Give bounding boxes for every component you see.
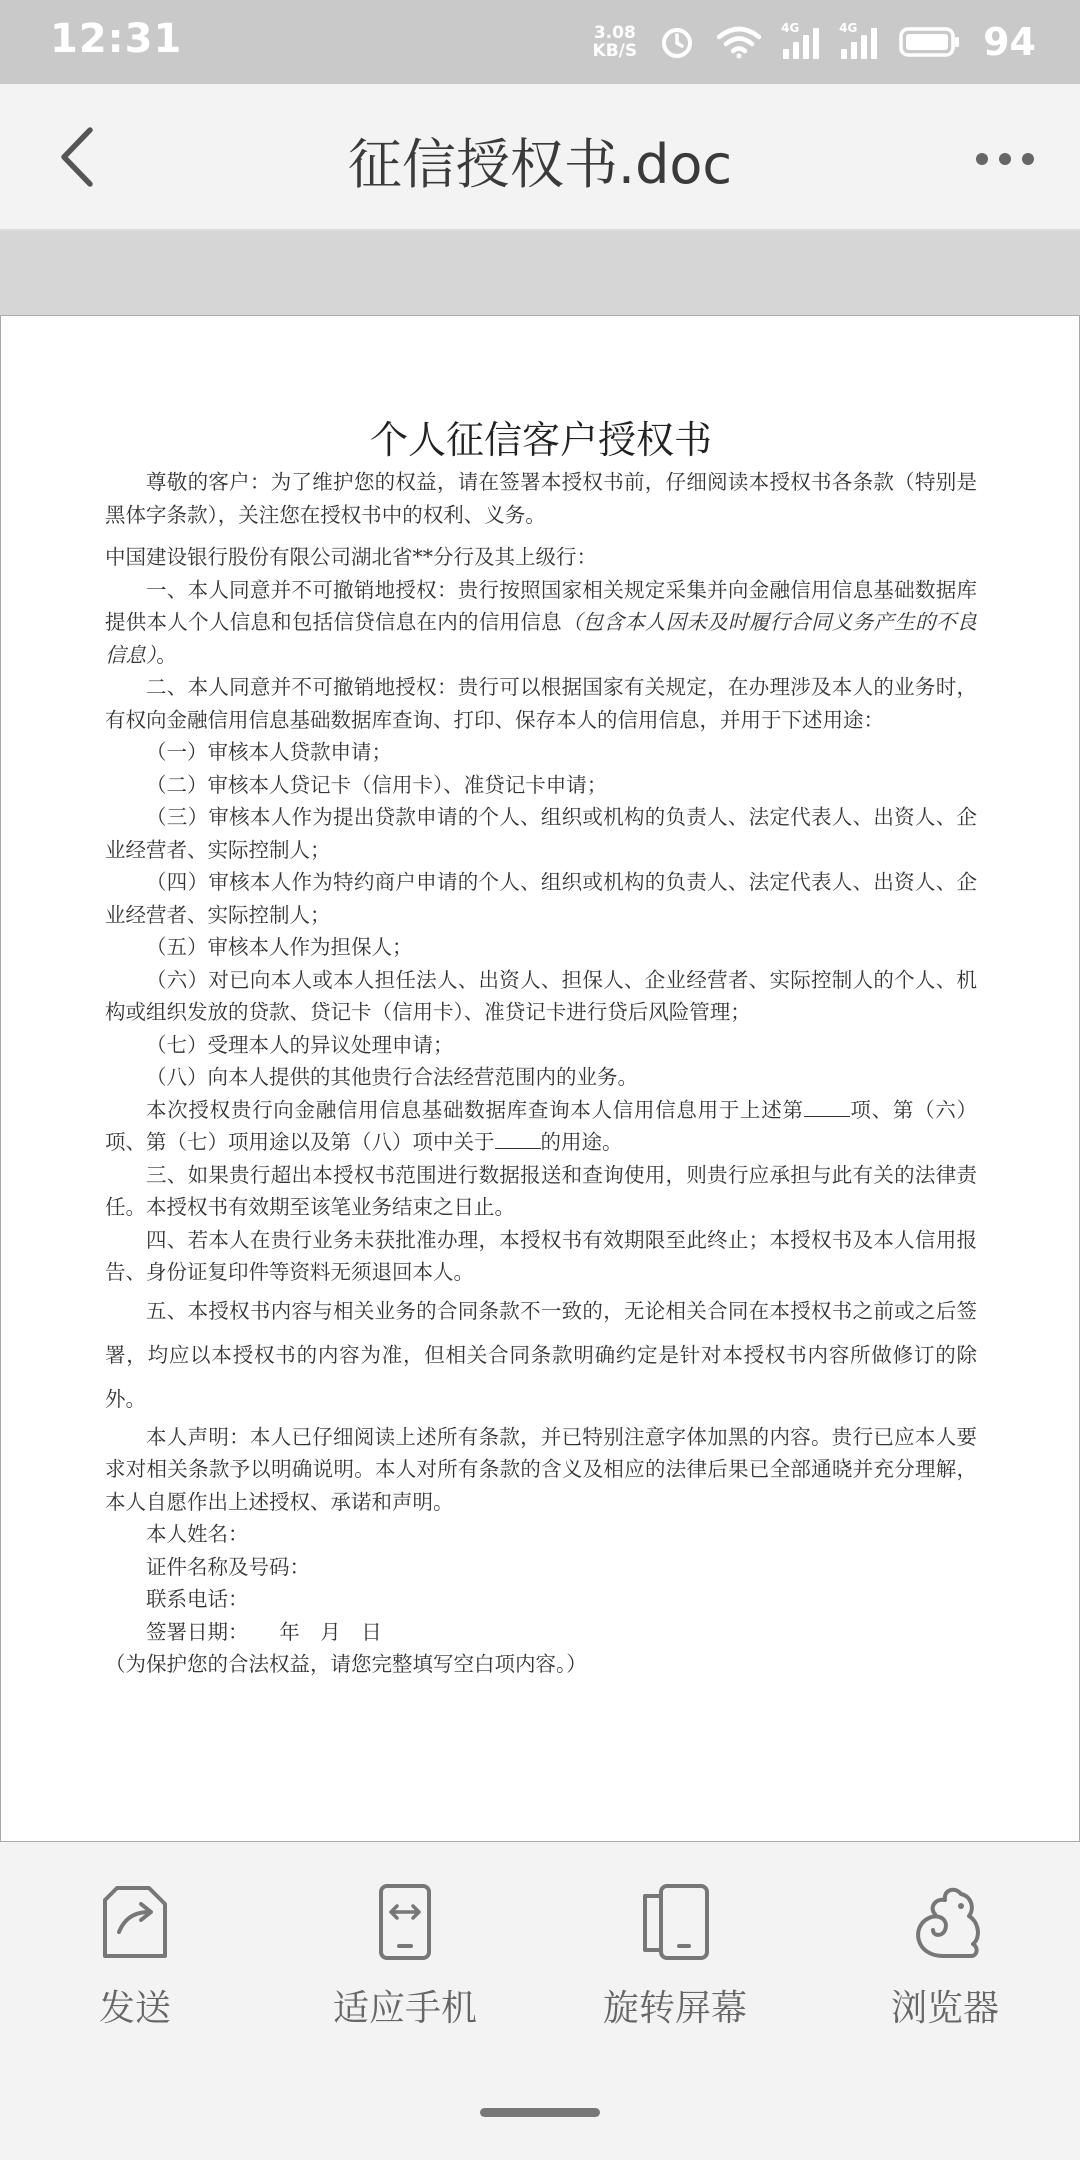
navigation-bar: [0, 2064, 1080, 2160]
bottom-toolbar: [0, 1842, 1080, 2064]
field-date: 签署日期： 年 月 日: [146, 1619, 382, 1644]
clause-3: 三、如果贵行超出本授权书范围进行数据报送和查询使用，则贵行应承担与此有关的法律责任。本授权书有效期至该笔业务结束之日止。: [105, 1162, 977, 1219]
network-speed: 3.08 KB/S: [592, 23, 638, 61]
document-page[interactable]: [0, 315, 1080, 1842]
rotate-screen-icon: [637, 1882, 713, 1962]
addressee: 中国建设银行股份有限公司湖北省**分行及其上级行：: [105, 545, 597, 569]
status-bar: [0, 0, 1080, 84]
use-item: （六）对已向本人或本人担任法人、出资人、担保人、企业经营者、实际控制人的个人、机构或组织发放的贷款、贷记卡（信用卡）、准贷记卡进行贷后风险管理；: [105, 967, 977, 1024]
greeting-paragraph: 尊敬的客户：为了维护您的权益，请在签署本授权书前，仔细阅读本授权书各条款（特别是黑体字条款），关注您在授权书中的权利、义务。: [105, 470, 977, 527]
fit-phone-button[interactable]: 适应手机: [285, 1882, 525, 2031]
signal-icon: 4G: [783, 25, 819, 59]
clause-1: 一、本人同意并不可撤销地授权：贵行按照国家相关规定采集并向金融信用信息基础数据库提供本人个人信息和包括信贷信息在内的信用信息（包含本人因未及时履行合同义务产生的不良信息）。: [105, 577, 978, 667]
clause-5: 五、本授权书内容与相关业务的合同条款不一致的，无论相关合同在本授权书之前或之后签署，均应以本授权书的内容为准，但相关合同条款明确约定是针对本授权书内容所做修订的除外。: [105, 1298, 977, 1411]
more-options-button[interactable]: [970, 134, 1040, 184]
authorization-scope: 本次授权贵行向金融信用信息基础数据库查询本人信用信息用于上述第 项、第（六）项、第（七）项用途以及第（八）项中关于 的用途。: [105, 1097, 978, 1154]
use-item: （二）审核本人贷记卡（信用卡）、准贷记卡申请；: [146, 772, 608, 797]
declaration: 本人声明：本人已仔细阅读上述所有条款，并已特别注意字体加黑的内容。贵行已应本人要求对相关条款予以明确说明。本人对所有条款的含义及相应的法律后果已全部通晓并充分理解，本人自愿作出上述授权、承诺和声明。: [105, 1424, 977, 1514]
signal-icon: 4G: [841, 25, 877, 59]
home-indicator[interactable]: [480, 2108, 600, 2117]
blank-line: [804, 1096, 850, 1117]
status-time: 12:31: [50, 16, 183, 62]
document-heading: 个人征信客户授权书: [369, 418, 712, 462]
field-id: 证件名称及号码：: [146, 1554, 310, 1579]
clause-4: 四、若本人在贵行业务未获批准办理，本授权书有效期限至此终止；本授权书及本人信用报告、身份证复印件等资料无须退回本人。: [105, 1227, 977, 1284]
field-phone: 联系电话：: [146, 1587, 249, 1611]
title-bar: [0, 84, 1080, 231]
battery-icon: [899, 26, 961, 58]
use-item: （三）审核本人作为提出贷款申请的个人、组织或机构的负责人、法定代表人、出资人、企业经营者、实际控制人；: [105, 805, 977, 862]
send-file-icon: [97, 1882, 173, 1962]
use-item: （一）审核本人贷款申请；: [146, 740, 392, 764]
use-item: （七）受理本人的异议处理申请；: [146, 1032, 454, 1057]
status-icons: [593, 20, 1036, 64]
document-content: [105, 414, 977, 1681]
fill-note: （为保护您的合法权益，请您完整填写空白项内容。）: [105, 1652, 587, 1676]
battery-level: 94: [983, 20, 1036, 64]
more-dots-icon: [970, 134, 1040, 184]
wifi-icon: [717, 25, 761, 59]
blank-line: [495, 1128, 541, 1149]
document-title: 征信授权书.doc: [347, 133, 733, 196]
send-button[interactable]: 发送: [15, 1882, 255, 2031]
squirrel-browser-icon: [905, 1882, 985, 1962]
use-item: （四）审核本人作为特约商户申请的个人、组织或机构的负责人、法定代表人、出资人、企业经营者、实际控制人；: [105, 870, 977, 927]
browser-button[interactable]: 浏览器: [825, 1882, 1065, 2031]
field-name: 本人姓名：: [146, 1522, 249, 1546]
rotate-screen-button[interactable]: 旋转屏幕: [555, 1882, 795, 2031]
use-item: （八）向本人提供的其他贵行合法经营范围内的业务。: [146, 1065, 638, 1089]
viewer-margin: [0, 231, 1080, 315]
fit-phone-icon: [375, 1882, 435, 1962]
clause-2: 二、本人同意并不可撤销地授权：贵行可以根据国家有关规定，在办理涉及本人的业务时，有权向金融信用信息基础数据库查询、打印、保存本人的信用信息，并用于下述用途：: [105, 675, 977, 732]
alarm-icon: [659, 24, 695, 60]
use-item: （五）审核本人作为担保人；: [146, 935, 413, 959]
